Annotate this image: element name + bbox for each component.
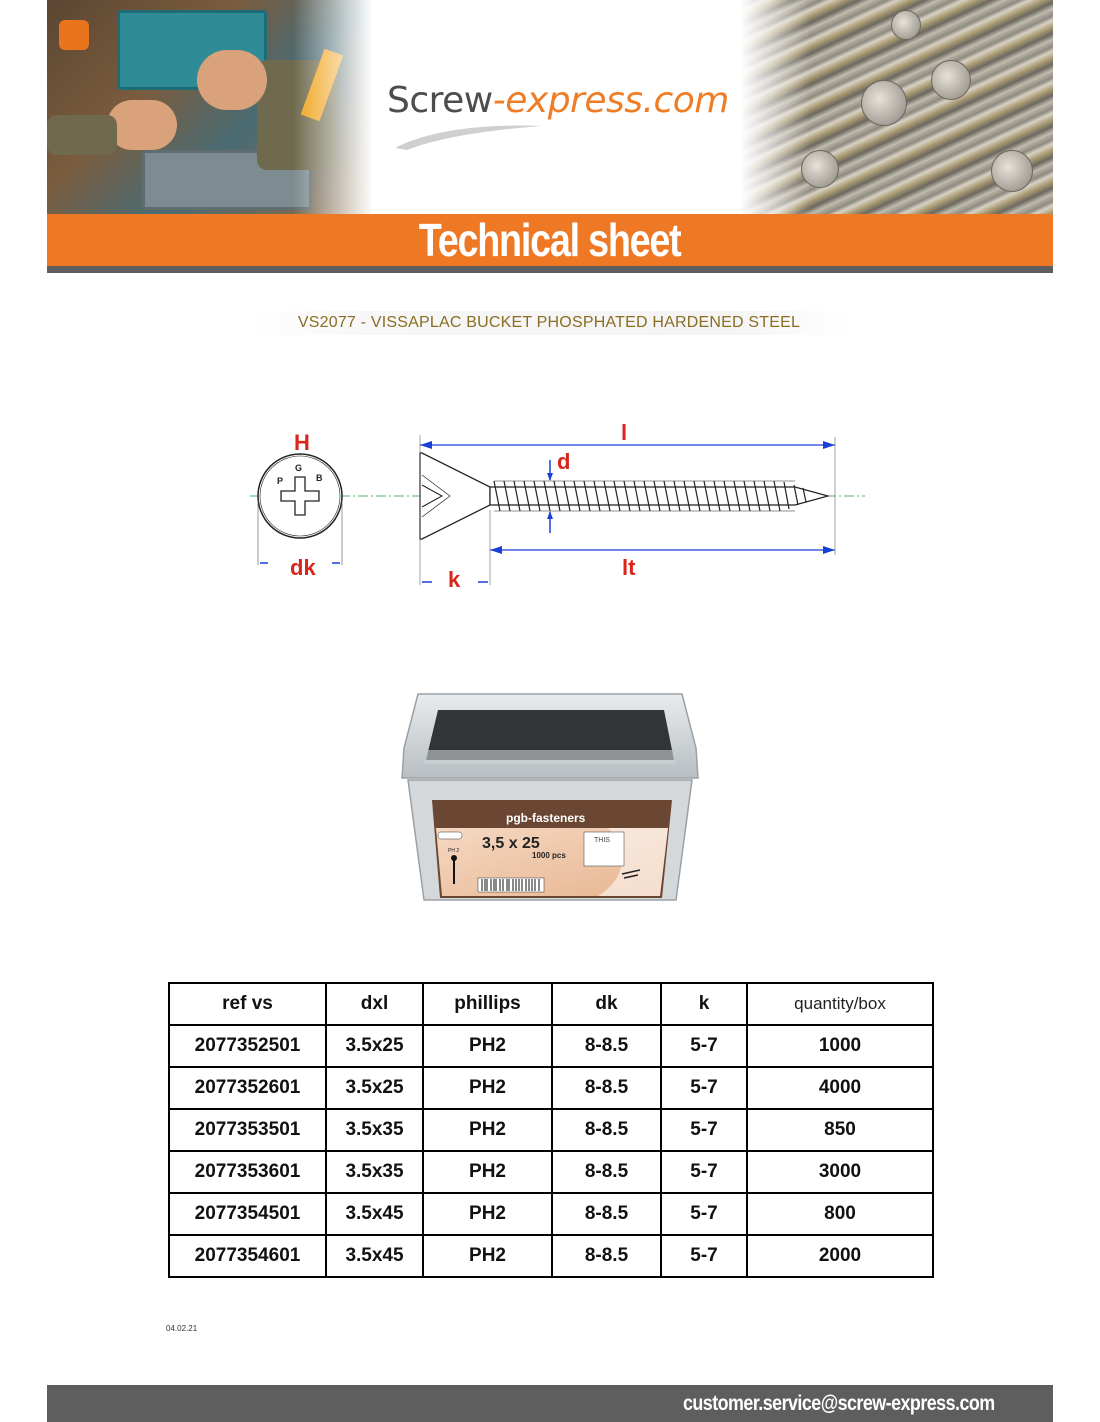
logo-text-secondary: -express.com: [492, 80, 729, 121]
bucket-brand: pgb-fasteners: [506, 811, 586, 825]
header-quantity-box: quantity/box: [747, 983, 933, 1025]
specification-table: [168, 982, 934, 1278]
footer-bar: [47, 1385, 1053, 1422]
banner-title-bar: [47, 214, 1053, 266]
cell-quantity: 3000: [747, 1151, 933, 1193]
cell-ref: 2077353601: [169, 1151, 326, 1193]
cell-dxl: 3.5x45: [326, 1193, 423, 1235]
bucket-type: PH 2: [448, 848, 460, 854]
cell-phillips: PH2: [423, 1109, 552, 1151]
bucket-quantity: 1000 pcs: [532, 851, 566, 860]
cell-phillips: PH2: [423, 1067, 552, 1109]
banner-underline: [47, 266, 1053, 273]
banner-title: Technical sheet: [419, 214, 681, 266]
workshop-photo: [47, 0, 372, 214]
product-bucket-image: [398, 688, 702, 904]
logo-text-primary: Screw: [387, 80, 493, 121]
screw-express-logo: [387, 80, 747, 160]
product-title: VS2077 - VISSAPLAC BUCKET PHOSPHATED HARDENED STEEL: [250, 311, 848, 335]
cell-phillips: PH2: [423, 1193, 552, 1235]
head-letter-g: G: [295, 463, 303, 473]
table-row: [169, 1109, 933, 1151]
customer-service-email[interactable]: customer.service@screw-express.com: [683, 1391, 995, 1415]
screws-photo: [741, 0, 1053, 214]
cell-dxl: 3.5x25: [326, 1067, 423, 1109]
cell-ref: 2077352601: [169, 1067, 326, 1109]
header-dxl: dxl: [326, 983, 423, 1025]
cell-ref: 2077354601: [169, 1235, 326, 1277]
cell-k: 5-7: [661, 1193, 747, 1235]
document-date: 04.02.21: [166, 1324, 198, 1333]
cell-ref: 2077352501: [169, 1025, 326, 1067]
header-ref-vs: ref vs: [169, 983, 326, 1025]
cell-k: 5-7: [661, 1067, 747, 1109]
label-lt: lt: [622, 555, 636, 580]
cell-ref: 2077354501: [169, 1193, 326, 1235]
label-k: k: [448, 567, 461, 592]
table-row: [169, 1235, 933, 1277]
label-d: d: [557, 449, 571, 474]
header-k: k: [661, 983, 747, 1025]
table-row: [169, 1193, 933, 1235]
logo-swoosh-icon: [393, 124, 543, 150]
cell-quantity: 2000: [747, 1235, 933, 1277]
cell-quantity: 1000: [747, 1025, 933, 1067]
bucket-stamp: THIS: [594, 837, 610, 844]
screw-dimension-diagram: [250, 415, 870, 600]
cell-dk: 8-8.5: [552, 1067, 661, 1109]
cell-dxl: 3.5x25: [326, 1025, 423, 1067]
cell-phillips: PH2: [423, 1235, 552, 1277]
cell-quantity: 800: [747, 1193, 933, 1235]
head-letter-b: B: [316, 473, 323, 483]
table-row: [169, 1067, 933, 1109]
cell-k: 5-7: [661, 1025, 747, 1067]
table-row: [169, 1025, 933, 1067]
cell-dxl: 3.5x35: [326, 1109, 423, 1151]
cell-dxl: 3.5x45: [326, 1235, 423, 1277]
header-banner: [47, 0, 1053, 214]
cell-dk: 8-8.5: [552, 1025, 661, 1067]
cell-quantity: 850: [747, 1109, 933, 1151]
table-row: [169, 1151, 933, 1193]
table-header-row: [169, 983, 933, 1025]
cell-ref: 2077353501: [169, 1109, 326, 1151]
cell-k: 5-7: [661, 1151, 747, 1193]
screw-head-view: [258, 430, 342, 580]
cell-dk: 8-8.5: [552, 1235, 661, 1277]
header-dk: dk: [552, 983, 661, 1025]
cell-dxl: 3.5x35: [326, 1151, 423, 1193]
cell-dk: 8-8.5: [552, 1151, 661, 1193]
cell-dk: 8-8.5: [552, 1109, 661, 1151]
cell-dk: 8-8.5: [552, 1193, 661, 1235]
screw-side-view: [420, 453, 828, 539]
label-dk: dk: [290, 555, 316, 580]
cell-k: 5-7: [661, 1109, 747, 1151]
cell-quantity: 4000: [747, 1067, 933, 1109]
label-h: H: [294, 430, 310, 455]
label-l: l: [621, 420, 628, 445]
cell-phillips: PH2: [423, 1025, 552, 1067]
cell-k: 5-7: [661, 1235, 747, 1277]
header-phillips: phillips: [423, 983, 552, 1025]
head-letter-p: P: [277, 476, 284, 486]
cell-phillips: PH2: [423, 1151, 552, 1193]
bucket-size: 3,5 x 25: [482, 835, 540, 852]
